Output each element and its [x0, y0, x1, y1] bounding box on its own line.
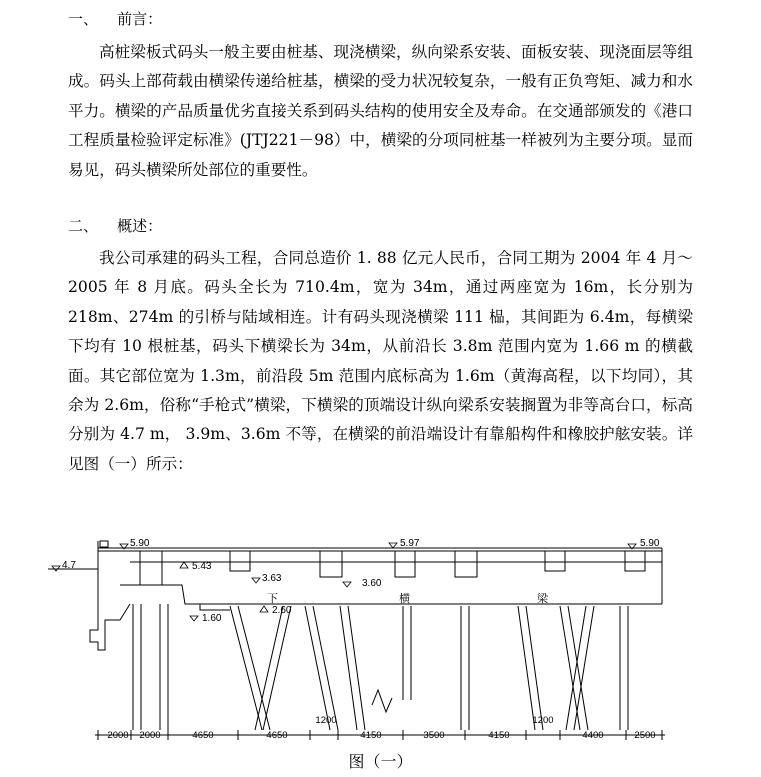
elevation-label: 5.90 [640, 538, 660, 549]
section1-heading: 一、 前言： [68, 10, 163, 28]
elevation-label: 2.60 [272, 605, 292, 616]
elevation-label: 3.63 [262, 573, 282, 584]
beam-label-char: 横 [399, 592, 410, 605]
elevation-label: 5.90 [130, 538, 150, 549]
beam-label-char: 下 [267, 592, 278, 605]
dimension-label: 1200 [532, 715, 554, 726]
elevation-label: 3.60 [362, 578, 382, 589]
dimension-label: 4400 [582, 730, 604, 741]
section2-heading: 二、 概述： [68, 217, 163, 235]
figure-caption: 图（一） [348, 752, 413, 771]
dimension-label: 2000 [107, 730, 129, 741]
dimension-label: 2000 [139, 730, 161, 741]
section1-paragraph: 高桩梁板式码头一般主要由桩基、现浇横梁，纵向梁系安装、面板安装、现浇面层等组成。码头上部荷载由横梁传递给桩基，横梁的受力状况较复杂，一般有正负弯矩、减力和水平力。横梁的产品质量优劣直接关系到码头结构的使用安全及寿命。在交通部颁发的《港口工程质量检验评定标准》(JTJ221－98）中，横梁的分项同桩基一样被列为主要分项。显而易见，码头横梁所处部位的重要性。 [68, 43, 693, 179]
dimension-label: 3500 [423, 730, 445, 741]
dimension-label: 4650 [266, 730, 288, 741]
beam-cross-section-figure [0, 525, 761, 745]
dimension-label: 1200 [315, 715, 337, 726]
dimension-label: 4150 [488, 730, 510, 741]
elevation-label: 4.7 [62, 560, 76, 571]
section2-paragraph: 我公司承建的码头工程，合同总造价 1. 88 亿元人民币，合同工期为 2004 年 4 月～2005 年 8 月底。码头全长为 710.4m，宽为 34m，通过两座宽为 16m，长分别为 218m、274m 的引桥与陆域相连。计有码头现浇横梁 111 榀，其间距为 6.4m，每横梁下均有 10 根桩基，码头下横梁长为 34m，从前沿长 3.8m 范围内宽为 1.66 m 的横截面。其它部位宽为 1.3m，前沿段 5m 范围内底标高为 1.6m（黄海高程，以下均同），其余为 2.6m，俗称“手枪式”横梁，下横梁的顶端设计纵向梁系安装搁置为非等高台口，标高分别为 4.7 m， 3.9m、3.6m 不等，在横梁的前沿端设计有靠船构件和橡胶护舷安装。详见图（一）所示： [68, 249, 693, 473]
elevation-label: 5.97 [400, 538, 420, 549]
beam-label-char: 梁 [537, 592, 548, 605]
dimension-label: 2500 [634, 730, 656, 741]
elevation-label: 5.43 [192, 561, 212, 572]
beam-structure [48, 541, 665, 740]
elevation-label: 1.60 [202, 613, 222, 624]
dimension-label: 4150 [360, 730, 382, 741]
dimension-label: 4650 [192, 730, 214, 741]
